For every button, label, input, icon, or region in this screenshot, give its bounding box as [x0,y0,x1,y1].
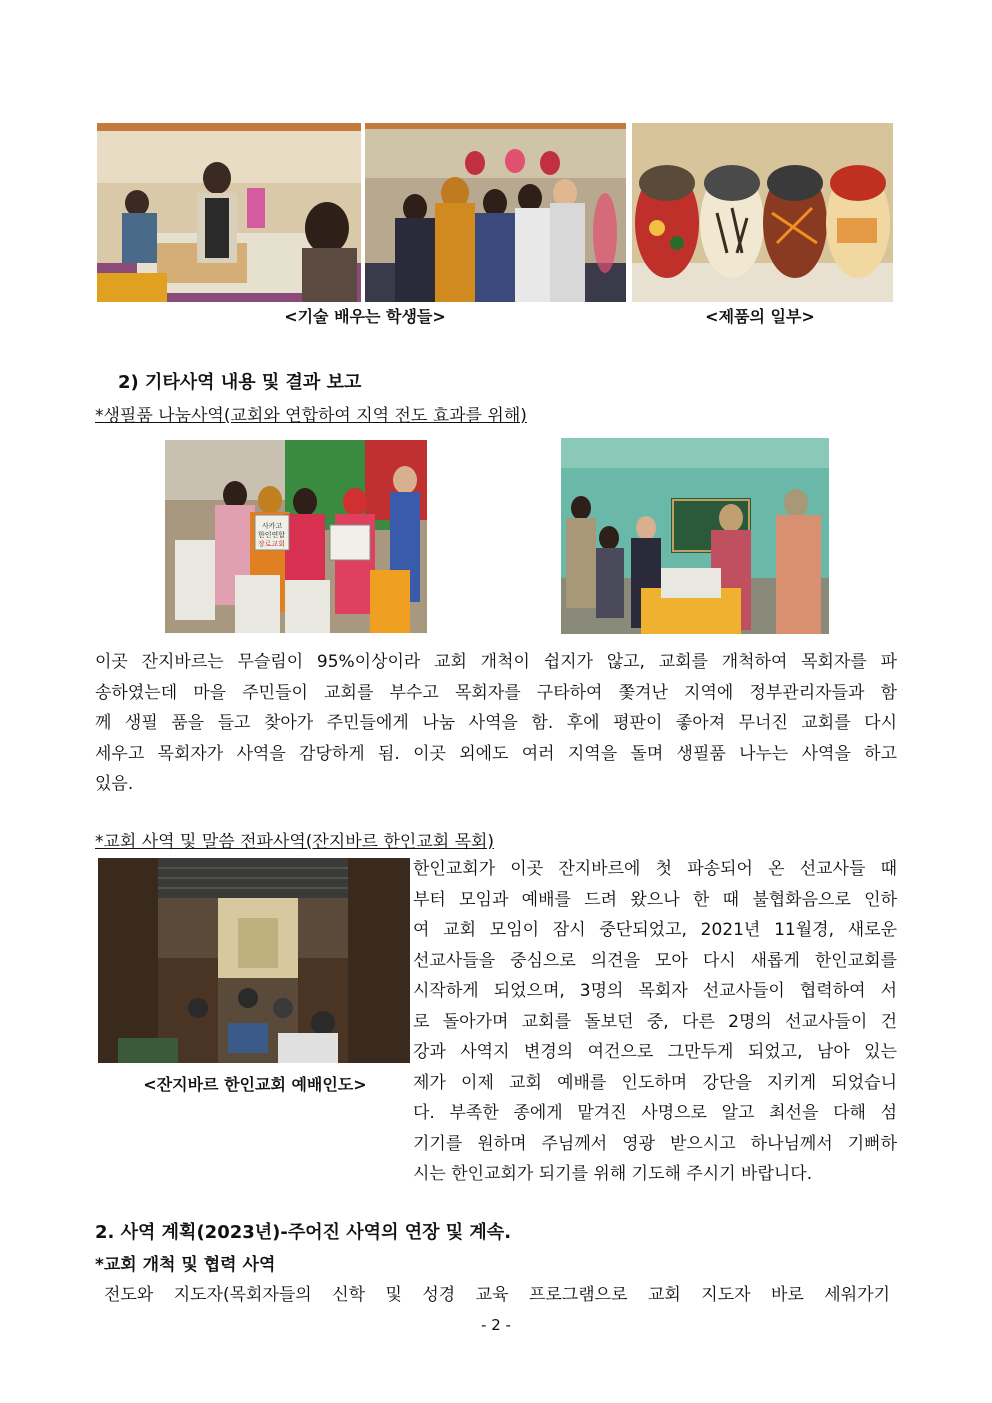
caption-church: <잔지바르 한인교회 예배인도> [143,1075,367,1094]
paragraph-line: 로 돌아가며 교회를 돌보던 중, 다른 2명의 선교사들이 건 [413,1011,897,1032]
caption-products: <제품의 일부> [705,307,815,326]
photo-church-worship [98,858,410,1063]
paragraph-line: 선교사들을 중심으로 의견을 모아 다시 새롭게 한인교회를 [413,950,897,971]
paragraph-line: 부터 모임과 예배를 드려 왔으나 한 때 불협화음으로 인하 [413,889,897,910]
photo-students-group [365,123,626,302]
section-heading-plan: 2. 사역 계획(2023년)-주어진 사역의 연장 및 계속. [95,1222,512,1243]
paragraph-line: 강과 사역지 변경의 여건으로 그만두게 되었고, 남아 있는 [413,1042,897,1062]
photo-goods-distribution-1 [165,440,427,633]
photo-products-bags [632,123,893,302]
paragraph-line: 기기를 원하며 주님께서 영광 받으시고 하나님께서 기뻐하 [413,1133,897,1154]
paragraph-line: 시작하게 되었으며, 3명의 목회자 선교사들이 협력하여 서 [413,981,897,1001]
subheading-plan: *교회 개척 및 협력 사역 [95,1255,276,1275]
sack-label-2: 한인연합 [258,531,286,539]
paragraph-line: 께 생필 품을 들고 찾아가 주민들에게 나눔 사역을 함. 후에 평판이 좋아져 무너진 교회를 다시 [95,713,897,733]
paragraph-line: 시는 한인교회가 되기를 위해 기도해 주시기 바랍니다. [413,1164,813,1184]
paragraph-line: 세우고 목회자가 사역을 감당하게 됨. 이곳 외에도 여러 지역을 돌며 생필품 나누는 사역을 하고 [95,743,897,764]
paragraph-line: 여 교회 모임이 잠시 중단되었고, 2021년 11월경, 새로운 [413,920,897,940]
plan-line: 전도와 지도자(목회자들의 신학 및 성경 교육 프로그램으로 교회 지도자 바로 세워가기 [104,1285,890,1305]
caption-students: <기술 배우는 학생들> [284,307,446,326]
paragraph-line: 있음. [95,774,134,794]
sack-label-3: 장로교회 [258,540,286,548]
paragraph-line: 제가 이제 교회 예배를 인도하며 강단을 지키게 되었습니 [413,1072,897,1093]
photo-goods-distribution-2 [561,438,829,634]
page-number: - 2 - [481,1316,511,1334]
subheading-church-ministry: *교회 사역 및 말씀 전파사역(잔지바르 한인교회 목회) [95,832,495,852]
photo-students-learning [97,123,361,302]
section-heading-other: 2) 기타사역 내용 및 결과 보고 [118,372,362,393]
paragraph-church-ministry [413,854,897,1190]
paragraph-line: 한인교회가 이곳 잔지바르에 첫 파송되어 온 선교사들 때 [413,859,897,879]
sack-label-1: 사카고 [262,522,283,530]
paragraph-goods-sharing [95,647,897,800]
paragraph-line: 이곳 잔지바르는 무슬림이 95%이상이라 교회 개척이 쉽지가 않고, 교회를 개척하여 목회자를 파 [95,652,897,672]
subheading-goods-sharing: *생필품 나눔사역(교회와 연합하여 지역 전도 효과를 위해) [95,406,527,426]
paragraph-line: 다. 부족한 종에게 맡겨진 사명으로 알고 최선을 다해 섬 [413,1103,897,1123]
paragraph-line: 송하였는데 마을 주민들이 교회를 부수고 목회자를 구타하여 쫓겨난 지역에 정부관리자들과 함 [95,682,897,703]
